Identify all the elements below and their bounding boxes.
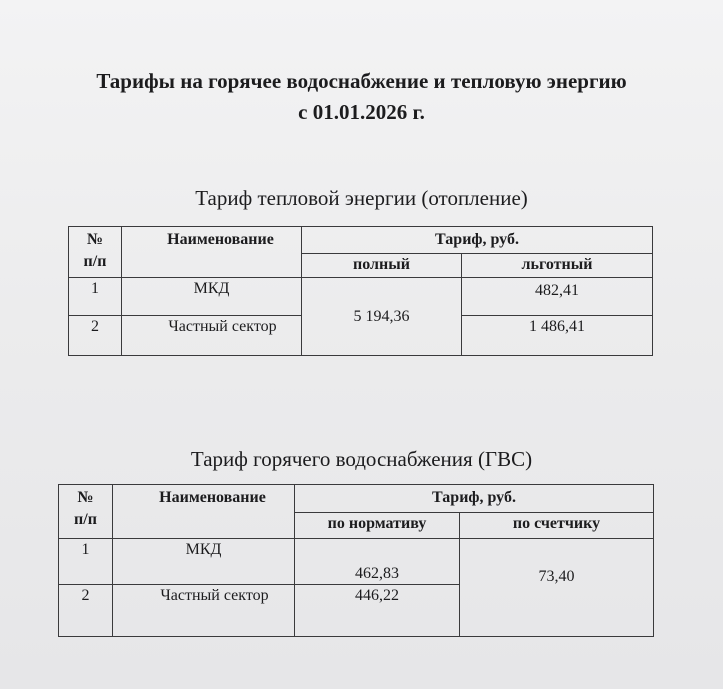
heating-num-header-sub: п/п bbox=[83, 253, 107, 270]
heating-num-header bbox=[69, 227, 122, 278]
heating-row-1-name: МКД bbox=[122, 278, 302, 316]
hot-water-col-norm-header: по нормативу bbox=[295, 513, 460, 539]
document-title-line-1: Тарифы на горячее водоснабжение и тепловую энергию bbox=[96, 69, 627, 93]
heating-section-title: Тариф тепловой энергии (отопление) bbox=[195, 186, 528, 210]
heating-num-header-label: № bbox=[86, 231, 104, 248]
hot-water-tariff-header: Тариф, руб. bbox=[295, 485, 654, 513]
hot-water-meter-value: 73,40 bbox=[460, 539, 654, 637]
heating-row-2-num: 2 bbox=[69, 316, 122, 356]
heating-row-1-num: 1 bbox=[69, 278, 122, 316]
heating-tariff-table bbox=[68, 226, 653, 356]
document-title bbox=[0, 66, 723, 128]
heating-full-value: 5 194,36 bbox=[302, 278, 462, 356]
heating-name-header: Наименование bbox=[122, 227, 302, 278]
hot-water-row-2-name: Частный сектор bbox=[113, 585, 295, 637]
heating-row-1-discount: 482,41 bbox=[462, 278, 653, 316]
hot-water-section-title: Тариф горячего водоснабжения (ГВС) bbox=[190, 447, 533, 471]
heating-tariff-header: Тариф, руб. bbox=[302, 227, 653, 254]
hot-water-row-2-num: 2 bbox=[59, 585, 113, 637]
hot-water-num-header bbox=[59, 485, 113, 539]
hot-water-row-1-norm: 462,83 bbox=[295, 539, 460, 585]
table-row bbox=[69, 278, 653, 316]
heating-row-2-discount: 1 486,41 bbox=[462, 316, 653, 356]
heating-row-2-name: Частный сектор bbox=[122, 316, 302, 356]
hot-water-row-1-name: МКД bbox=[113, 539, 295, 585]
hot-water-row-2-norm: 446,22 bbox=[295, 585, 460, 637]
hot-water-num-header-label: № bbox=[77, 489, 94, 506]
heating-col-discount-header: льготный bbox=[462, 254, 653, 278]
hot-water-num-header-sub: п/п bbox=[74, 511, 97, 528]
hot-water-tariff-table bbox=[58, 484, 654, 637]
hot-water-header-row bbox=[59, 485, 654, 513]
hot-water-name-header: Наименование bbox=[113, 485, 295, 539]
document-title-line-2: с 01.01.2026 г. bbox=[298, 100, 425, 124]
hot-water-col-meter-header: по счетчику bbox=[460, 513, 654, 539]
heating-col-full-header: полный bbox=[302, 254, 462, 278]
hot-water-row-1-num: 1 bbox=[59, 539, 113, 585]
heating-header-row bbox=[69, 227, 653, 254]
table-row bbox=[59, 539, 654, 585]
